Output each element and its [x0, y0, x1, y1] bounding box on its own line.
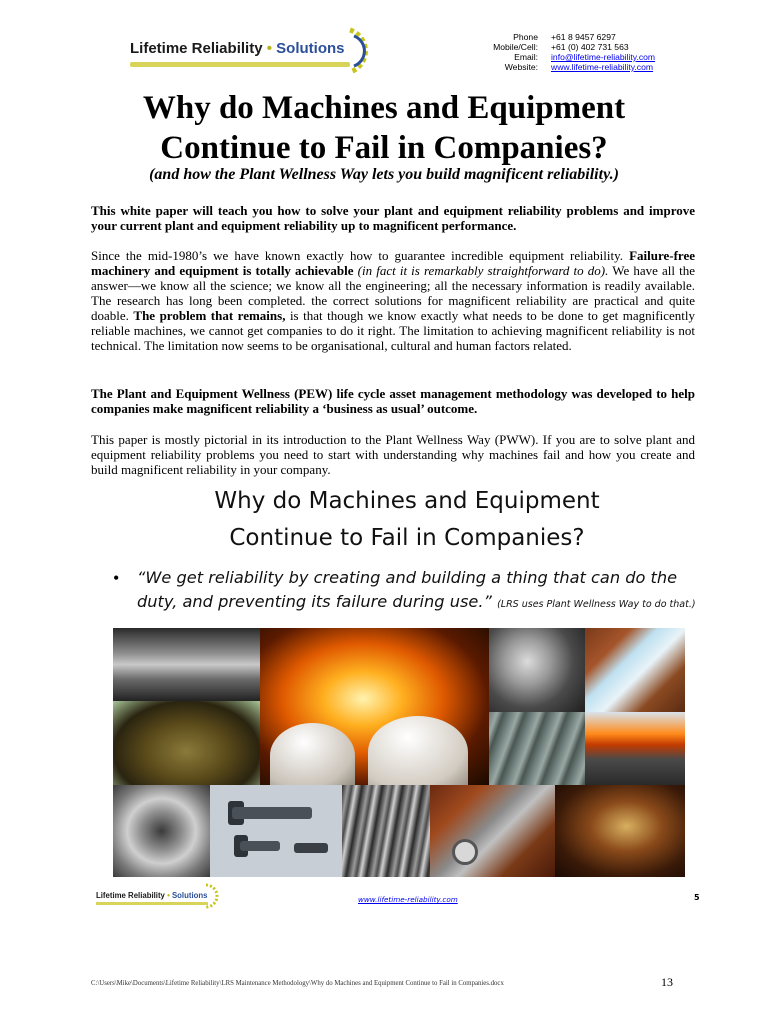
slide-title-line-1: Why do Machines and Equipment — [214, 488, 600, 514]
document-subtitle: (and how the Plant Wellness Way lets you build magnificent reliability.) — [149, 166, 619, 183]
contact-label: Website: — [504, 62, 538, 72]
industrial-fire-photo — [585, 712, 685, 785]
logo-solutions-text: Solutions — [276, 40, 345, 57]
contact-phone-row — [480, 32, 655, 42]
gear-teeth-photo — [489, 628, 585, 712]
slide-quote — [137, 566, 717, 617]
pww-paragraph: This paper is mostly pictorial in its introduction to the Plant Wellness Way (PWW). If you are to solve plant and equipment reliability problems you need to start with understanding why machines fail and how you create and build magnificent reliability in your company. — [91, 432, 695, 477]
slide-website-link[interactable]: www.lifetime-reliability.com — [358, 895, 458, 904]
turbine-blades-photo — [489, 712, 585, 785]
slide-logo-text — [96, 891, 208, 900]
logo-main-text: Lifetime Reliability — [96, 891, 165, 900]
slide-title-line-2: Continue to Fail in Companies? — [229, 525, 585, 551]
email-link[interactable]: info@lifetime-reliability.com — [551, 52, 656, 62]
paragraph-emphasis: The problem that remains, — [133, 308, 286, 323]
bullet-icon: • — [113, 568, 120, 588]
gear-icon — [202, 883, 222, 909]
contact-label: Email: — [514, 52, 538, 62]
paragraph-text: is that though we know exactly what needs to be done to get magnificently reliable machines, we cannot get companies to do it right. The limitation to achieving magnificent reliability is not technical. The limitation now seems to be organisational, cultural and human factors related. — [91, 308, 695, 353]
worn-gear-photo — [342, 785, 430, 877]
paragraph-text: Since the mid-1980’s we have known exactly how to guarantee incredible equipment reliability. — [91, 248, 630, 263]
phone-value: +61 8 9457 6297 — [551, 32, 616, 42]
paragraph-emphasis: Failure-free machinery and equipment is totally achievable — [91, 248, 695, 278]
logo-solutions-text: Solutions — [171, 891, 208, 900]
intro-paragraph: This white paper will teach you how to solve your plant and equipment reliability problems and improve your current plant and equipment reliability up to magnificent performance. — [91, 203, 695, 233]
contact-mobile-row — [480, 42, 655, 52]
title-line-1: Why do Machines and Equipment — [142, 90, 626, 126]
bolt-fragment — [294, 843, 328, 853]
history-paragraph — [91, 248, 695, 353]
contact-block — [480, 32, 655, 72]
fire-explosion-photo — [260, 628, 489, 785]
page-number: 13 — [661, 975, 673, 989]
cylinder-bore-photo — [113, 785, 210, 877]
damaged-window-photo — [585, 628, 685, 712]
quote-text: “We get reliability by creating and building a thing that can do the duty, and preventing its failure during use.” — [137, 568, 678, 611]
document-title — [0, 88, 768, 168]
slide-footer-logo — [96, 883, 221, 909]
slide-page-number: 5 — [694, 893, 700, 902]
corroded-flange-photo — [430, 785, 555, 877]
slide-title — [0, 483, 768, 557]
bearing-photo — [113, 628, 260, 701]
logo-swoosh — [130, 62, 350, 67]
contact-website-row — [480, 62, 655, 72]
chain-photo — [113, 701, 260, 785]
contact-label: Phone — [513, 32, 538, 42]
logo-dot: • — [266, 40, 272, 57]
paragraph-italic: (in fact it is remarkably straightforward to do). — [353, 263, 609, 278]
website-link[interactable]: www.lifetime-reliability.com — [551, 62, 654, 72]
storage-sphere — [270, 723, 355, 785]
logo-dot: • — [167, 891, 170, 900]
mobile-value: +61 (0) 402 731 563 — [551, 42, 629, 52]
bolt-shank — [240, 841, 280, 851]
contact-email-row — [480, 52, 655, 62]
hex-nut — [452, 839, 478, 865]
title-line-2: Continue to Fail in Companies? — [160, 130, 608, 166]
logo-text — [130, 40, 344, 57]
failed-shaft-photo — [555, 785, 685, 877]
file-path-footer: C:\Users\Mike\Documents\Lifetime Reliability\LRS Maintenance Methodology\Why do Machines and Equipment Continue to Fail in Companies.docx — [91, 980, 504, 987]
logo-swoosh — [96, 902, 208, 905]
company-logo — [130, 26, 375, 76]
contact-label: Mobile/Cell: — [493, 42, 538, 52]
storage-sphere — [368, 716, 468, 785]
logo-main-text: Lifetime Reliability — [130, 40, 263, 57]
paragraph-text: We have all the answer—we know all the science; we know all the engineering; all the necessary information is readily available. The research has long been completed. the correct solutions for magnificent reliability are practical and quite doable. — [91, 263, 695, 323]
gear-icon — [342, 26, 382, 76]
pew-paragraph: The Plant and Equipment Wellness (PEW) life cycle asset management methodology was developed to help companies make magnificent reliability a ‘business as usual’ outcome. — [91, 386, 695, 416]
bolt-shank — [232, 807, 312, 819]
quote-note: (LRS uses Plant Wellness Way to do that.) — [497, 599, 696, 610]
broken-bolts-photo — [210, 785, 342, 877]
